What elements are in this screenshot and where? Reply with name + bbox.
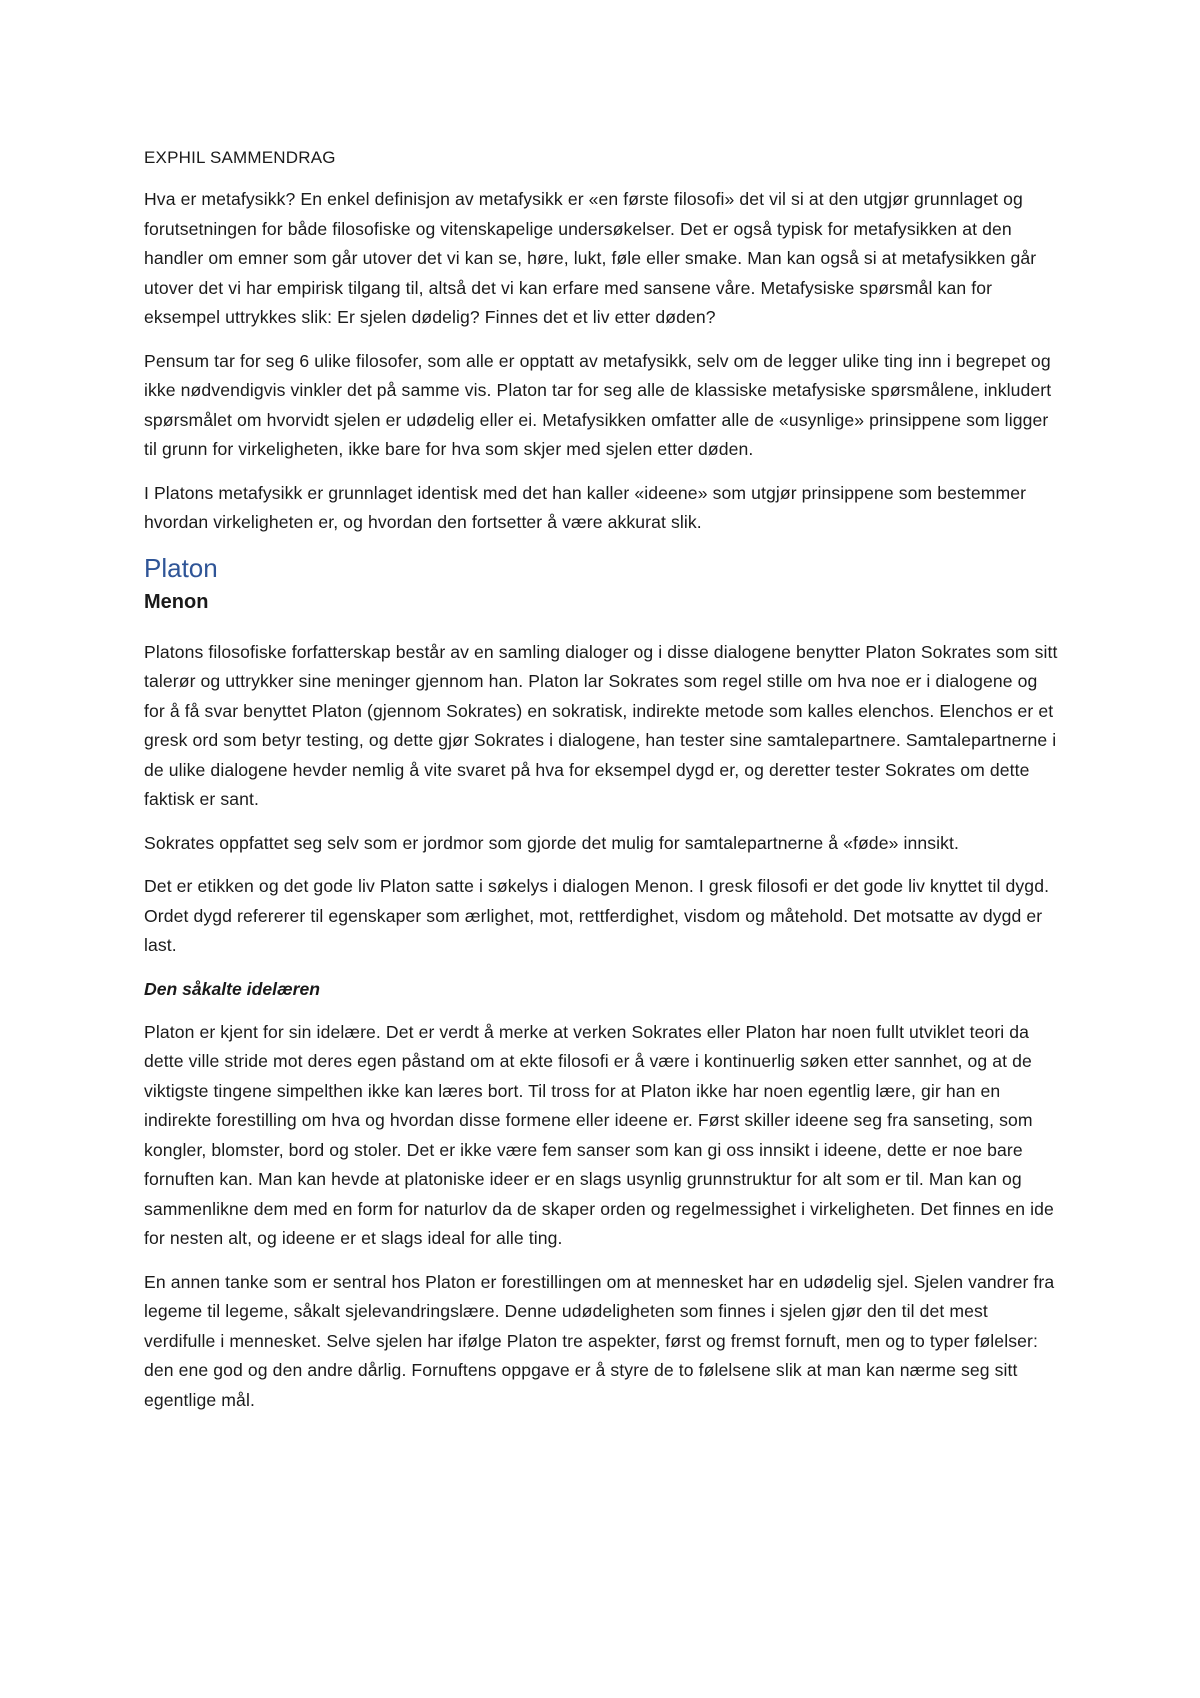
idelaere-paragraph-1: Platon er kjent for sin idelære. Det er verdt å merke at verken Sokrates eller Platon har noen fullt utviklet teori da dette ville stride mot deres egen påstand om at ekte filosofi er å være i kontinuerlig søken etter sannhet, og at de viktigste tingene simpelthen ikke kan læres bort. Til tross for at Platon ikke har noen egentlig lære, gir han en indirekte forestilling om hva og hvordan disse formene eller ideene er. Først skiller ideene seg fra sanseting, som kongler, blomster, bord og stoler. Det er ikke være fem sanser som kan gi oss innsikt i ideene, dette er noe bare fornuften kan. Man kan hevde at platoniske ideer er en slags usynlig grunnstruktur for alt som er til. Man kan og sammenlikne dem med en form for naturlov da de skaper orden og regelmessighet i virkeligheten. Det finnes en ide for nesten alt, og ideene er et slags ideal for alle ting.: [144, 1021, 1054, 1248]
menon-paragraph-1: Platons filosofiske forfatterskap består av en samling dialoger og i disse dialogene benytter Platon Sokrates som sitt talerør og uttrykker sine meninger gjennom han. Platon lar Sokrates som regel stille om hva noe er i dialogene og for å få svar benyttet Platon (gjennom Sokrates) en sokratisk, indirekte metode som kalles elenchos. Elenchos er et gresk ord som betyr testing, og dette gjør Sokrates i dialogene, han tester sine samtalepartnere. Samtalepartnerne i de ulike dialogene hevder nemlig å vite svaret på hva for eksempel dygd er, og deretter tester Sokrates om dette faktisk er sant.: [144, 641, 1058, 809]
intro-paragraph-2: Pensum tar for seg 6 ulike filosofer, som alle er opptatt av metafysikk, selv om de legger ulike ting inn i begrepet og ikke nødvendigvis vinkler det på samme vis. Platon tar for seg alle de klassiske metafysiske spørsmålene, inkludert spørsmålet om hvorvidt sjelen er udødelig eller ei. Metafysikken omfatter alle de «usynlige» prinsippene som ligger til grunn for virkeligheten, ikke bare for hva som skjer med sjelen etter døden.: [144, 350, 1052, 459]
heading-platon: Platon: [144, 552, 218, 583]
menon-paragraph-3: Det er etikken og det gode liv Platon satte i søkelys i dialogen Menon. I gresk filosofi er det gode liv knyttet til dygd. Ordet dygd refererer til egenskaper som ærlighet, mot, rettferdighet, visdom og måtehold. Det motsatte av dygd er last.: [144, 876, 1050, 955]
menon-paragraph-2: Sokrates oppfattet seg selv som er jordmor som gjorde det mulig for samtalepartnerne å «føde» innsikt.: [144, 832, 960, 853]
idelaere-paragraph-2: En annen tanke som er sentral hos Platon er forestillingen om at mennesket har en udødelig sjel. Sjelen vandrer fra legeme til legeme, såkalt sjelevandringslære. Denne udødeligheten som finnes i sjelen gjør den til det mest verdifulle i mennesket. Selve sjelen har ifølge Platon tre aspekter, først og fremst fornuft, men og to typer følelser: den ene god og den andre dårlig. Fornuftens oppgave er å styre de to følelsene slik at man kan nærme seg sitt egentlige mål.: [144, 1271, 1055, 1410]
heading-menon: Menon: [144, 590, 209, 613]
intro-paragraph-3: I Platons metafysikk er grunnlaget identisk med det han kaller «ideene» som utgjør prinsippene som bestemmer hvordan virkeligheten er, og hvordan den fortsetter å være akkurat slik.: [144, 482, 1027, 532]
heading-idelaere: Den såkalte idelæren: [144, 978, 321, 999]
document-title: EXPHIL SAMMENDRAG: [144, 148, 336, 167]
intro-paragraph-1: Hva er metafysikk? En enkel definisjon av metafysikk er «en første filosofi» det vil si at den utgjør grunnlaget og forutsetningen for både filosofiske og vitenskapelige undersøkelser. Det er også typisk for metafysikken at den handler om emner som går utover det vi kan se, høre, lukt, føle eller smake. Man kan også si at metafysikken går utover det vi har empirisk tilgang til, altså det vi kan erfare med sansene våre. Metafysiske spørsmål kan for eksempel uttrykkes slik: Er sjelen dødelig? Finnes det et liv etter døden?: [144, 189, 1037, 327]
